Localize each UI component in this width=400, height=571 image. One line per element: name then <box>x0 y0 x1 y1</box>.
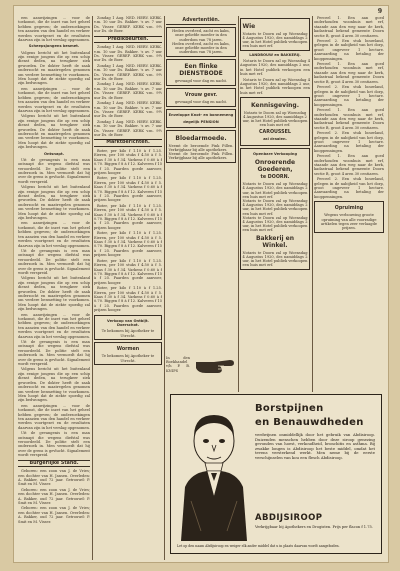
page-number: 9 <box>377 8 382 15</box>
column-rule <box>238 16 239 392</box>
market-text: Boter, per kilo f 1.10 à f 1.25. Eieren, per 100 stuks f 4.50 à f 5. Kaas f 30 à f 34. Varkens f 0.60 à f 0.70. Biggen f 8 à f 12. Kalveren f 15 à f 25. Paarden goede aanvoer, prijzen hooger. <box>94 286 162 313</box>
article-text: Uit de gevangenis is een man ontsnapt die wegens diefstal was veroordeeld. De politie stelt een onderzoek in. Men vermoedt dat hij over de grens is gevlucht. Signalement wordt verspreid. <box>18 340 90 367</box>
article-text: Zondag 1 Aug. NED. HERV. KERK. v.m. 10 uur Ds. Bakker. 's av. 7 uur Ds. Visser. GEREF. KERK v.m. 9½ uur Ds. de Boer. <box>94 16 162 34</box>
church-text: Zondag 1 Aug. NED. HERV. KERK. v.m. 10 uur Ds. Bakker. 's av. 7 uur Ds. Visser. GEREF. KERK v.m. 9½ uur Ds. de Boer. <box>94 119 162 137</box>
who-ad-title: Wie <box>242 22 256 30</box>
article-text: Perceel 2. Een stuk bouwland, gelegen in de nabijheid van het dorp, groot ongeveer 1 hectare. Aanvaarding na betaling der kooppenningen. <box>314 85 384 107</box>
auction-line-2: Onroerende Goederen, <box>254 158 296 173</box>
woman-ad <box>166 88 236 107</box>
announcement-text: Notaris te Doorn zal op Woensdag 4 Augustus 1920, des namiddags 2 uur, in het Hotel publiek verkoopen een huis met erf. <box>242 110 308 128</box>
anemia-body: Neemt de beroemde Pink Pillen. Verkrijgbaar bij alle apothekers. <box>168 152 234 161</box>
abdijsiroop-price: Verkrijgbaar bij Apothekers en Drogisten. Prijs per flacon f 1.75. <box>255 525 373 529</box>
article-text: Perceel 1. Een aan goed onderhouden woonhuis met erf, staande aan den weg naar de kerk, kadastraal bekend gemeente Doorn sectie B, groot 4 aren 30 centiaren. <box>314 154 384 176</box>
column-rule <box>164 16 165 560</box>
civil-registry-heading: Burgerlijke Stand. <box>18 460 90 468</box>
woman-ad-body: gevraagd voor dag en nacht. <box>174 100 228 105</box>
article-text: Perceel 2. Een stuk bouwland, gelegen in de nabijheid van het dorp, groot ongeveer 1 hectare. Aanvaarding na betaling der kooppenningen. <box>314 131 384 153</box>
ad-title: Wormen <box>116 346 140 352</box>
auction-ad <box>240 148 310 270</box>
abdijsiroop-headline-2: en Benauwdheden <box>255 417 364 428</box>
auction-body: Notaris te Doorn zal op Woensdag 4 Augustus 1920, des namiddags 2 uur, in het Hotel publiek verkoopen een huis met erf. <box>242 182 308 199</box>
article-text: Volgens bericht uit het buitenland zijn eenige jongens die op een schip dienst deden, na terugkeer ziek geworden. De dokter heeft de zaak onderzocht en maatregelen genomen om verdere besmetting te voorkomen. Men hoopt dat de ziekte spoedig zal zijn bedwongen. <box>18 185 90 221</box>
farming-text: Notaris te Doorn zal op Woensdag 4 Augustus 1920, des namiddags 2 uur, in het Hotel publiek verkoopen een huis met erf. <box>240 59 310 77</box>
woman-ad-title: Vrouw gevr. <box>184 92 218 98</box>
servant-sub: gevraagd voor dag en nacht. <box>174 79 228 84</box>
auction-body: Notaris te Doorn zal op Woensdag 4 Augustus 1920, des namiddags 2 uur, in het Hotel publiek verkoopen een huis met erf. <box>242 215 308 233</box>
abdijsiroop-ad <box>170 394 382 554</box>
servant-title: Een flinke DIENSTBODE <box>179 63 223 78</box>
article-text: een aanwijzingen ... voor de toekomst, die de inzet van het geheel hebben gegeven; de onderzoekingen ten aanzien van den handel en verkeer werden voortgezet en de resultaten daarvan zijn in het verslag opgenomen. <box>18 16 90 43</box>
market-text: Boter, per kilo f 1.10 à f 1.25. Eieren, per 100 stuks f 4.50 à f 5. Kaas f 30 à f 34. Varkens f 0.60 à f 0.70. Biggen f 8 à f 12. Kalveren f 15 à f 25. Paarden goede aanvoer, prijzen hooger. <box>94 203 162 230</box>
sermons-heading: Predikbeurten. <box>94 36 162 44</box>
civil-registry-text: Geboren: een zoon van J. de Vries; een dochter van H. Jansen. Overleden: A. Bakker, oud 72 jaar. Getrouwd: P. Smit en M. Visser. <box>18 506 90 524</box>
hand-caption: In den Boekhandel v/h P. B. KNIPS <box>166 356 190 373</box>
market-text: Boter, per kilo f 1.10 à f 1.25. Eieren, per 100 stuks f 4.50 à f 5. Kaas f 30 à f 34. Varkens f 0.60 à f 0.70. Biggen f 8 à f 12. Kalveren f 15 à f 25. Paarden goede aanvoer, prijzen hooger. <box>94 258 162 285</box>
article-text: Volgens bericht uit het buitenland zijn eenige jongens die op een schip dienst deden, na terugkeer ziek geworden. De dokter heeft de zaak onderzocht en maatregelen genomen om verdere besmetting te voorkomen. Men hoopt dat de ziekte spoedig zal zijn bedwongen. <box>18 50 90 86</box>
column-5 <box>314 16 384 396</box>
column-3 <box>166 16 236 396</box>
column-rule <box>92 16 93 560</box>
article-text: een aanwijzingen ... voor de toekomst, die de inzet van het geheel hebben gegeven; de onderzoekingen ten aanzien van den handel en verkeer werden voortgezet en de resultaten daarvan zijn in het verslag opgenomen. <box>18 403 90 430</box>
church-text: Zondag 1 Aug. NED. HERV. KERK. v.m. 10 uur Ds. Bakker. 's av. 7 uur Ds. Visser. GEREF. KERK v.m. 9½ uur Ds. de Boer. <box>94 45 162 63</box>
auction-line-3: te DOORN. <box>260 174 290 180</box>
notice-text: Heden overleed, zacht en kalm, onze geliefde moeder in den ouderdom van 78 jaren. <box>172 29 230 42</box>
pension-title: degelijk PENSION <box>183 119 219 124</box>
market-text: Boter, per kilo f 1.10 à f 1.25. Eieren, per 100 stuks f 4.50 à f 5. Kaas f 30 à f 34. Varkens f 0.60 à f 0.70. Biggen f 8 à f 12. Kalveren f 15 à f 25. Paarden goede aanvoer, prijzen hooger. <box>94 176 162 203</box>
clearance-body: Wegens verbouwing groote opruiming van alle voorradige artikelen tegen zeer verlaagde prijzen. <box>321 213 377 230</box>
bakery-body: Notaris te Doorn zal op Woensdag 4 Augustus 1920, des namiddags 2 uur, in het Hotel publiek verkoopen een huis met erf. <box>242 250 308 268</box>
civil-registry-text: Geboren: een zoon van J. de Vries; een dochter van H. Jansen. Overleden: A. Bakker, oud 72 jaar. Getrouwd: P. Smit en M. Visser. <box>18 487 90 506</box>
article-text: Volgens bericht uit het buitenland zijn eenige jongens die op een schip dienst deden, na terugkeer ziek geworden. De dokter heeft de zaak onderzocht en maatregelen genomen om verdere besmetting te voorkomen. Men hoopt dat de ziekte spoedig zal zijn bedwongen. <box>18 367 90 403</box>
farming-heading: LANDBOUW en BAKKERIJ. <box>249 52 301 57</box>
anemia-title: Bloedarmoede. <box>175 134 227 142</box>
article-text: Uit de gevangenis is een man ontsnapt die wegens diefstal was veroordeeld. De politie stelt een onderzoek in. Men vermoedt dat hij over de grens is gevlucht. Signalement wordt verspreid. <box>18 157 90 184</box>
who-ad-body: Notaris te Doorn zal op Woensdag 4 Augustus 1920, des namiddags 2 uur, in het Hotel publiek verkoopen een huis met erf. <box>242 31 308 49</box>
article-text: Uit de gevangenis is een man ontsnapt die wegens diefstal was veroordeeld. De politie stelt een onderzoek in. Men vermoedt dat hij over de grens is gevlucht. Signalement wordt verspreid. <box>18 431 90 458</box>
market-text: Boter, per kilo f 1.10 à f 1.25. Eieren, per 100 stuks f 4.50 à f 5. Kaas f 30 à f 34. Varkens f 0.60 à f 0.70. Biggen f 8 à f 12. Kalveren f 15 à f 25. Paarden goede aanvoer, prijzen hooger. <box>94 148 162 175</box>
newspaper-page <box>14 6 388 562</box>
church-text: Zondag 1 Aug. NED. HERV. KERK. v.m. 10 uur Ds. Bakker. 's av. 7 uur Ds. Visser. GEREF. KERK v.m. 9½ uur Ds. de Boer. <box>94 101 162 119</box>
column-2 <box>94 16 162 560</box>
column-1 <box>18 16 90 560</box>
bakery-title: Bakkerij en Winkel. <box>255 234 294 249</box>
article-text: een aanwijzingen ... voor de toekomst, die de inzet van het geheel hebben gegeven; de onderzoekingen ten aanzien van den handel en verkeer werden voortgezet en de resultaten daarvan zijn in het verslag opgenomen. <box>18 86 90 113</box>
article-text: Perceel 1. Een aan goed onderhouden woonhuis met erf, staande aan den weg naar de kerk, kadastraal bekend gemeente Doorn sectie B, groot 4 aren 30 centiaren. <box>314 16 384 38</box>
envelope-title: Enveloppe Knot- en bonnemeng <box>168 113 234 118</box>
column-4 <box>240 16 310 396</box>
auction-line-1: Openbare Verkooping <box>252 152 298 157</box>
ad-title: Verkoop van Ontbijt. Doerschot. <box>107 319 149 328</box>
civil-registry-text: Geboren: een zoon van J. de Vries; een dochter van H. Jansen. Overleden: A. Bakker, oud 72 jaar. Getrouwd: P. Smit en M. Visser. <box>18 469 90 487</box>
clearance-title: Opruiming <box>334 205 364 211</box>
article-text: Perceel 1. Een aan goed onderhouden woonhuis met erf, staande aan den weg naar de kerk, kadastraal bekend gemeente Doorn sectie B, groot 4 aren 30 centiaren. <box>314 62 384 84</box>
article-heading: Ontsnapt. <box>43 151 65 156</box>
column-rule <box>312 16 313 392</box>
abdijsiroop-brand: ABDIJSIROOP <box>255 513 323 523</box>
article-text: Uit de gevangenis is een man ontsnapt die wegens diefstal was veroordeeld. De politie stelt een onderzoek in. Men vermoedt dat hij over de grens is gevlucht. Signalement wordt verspreid. <box>18 248 90 275</box>
ad-body: Te bekomen bij Apotheker te Utrecht. <box>101 354 155 363</box>
anemia-body: Neemt de beroemde Pink Pillen. Verkrijgbaar bij alle apothekers. <box>168 143 234 152</box>
envelope-ad <box>166 109 236 128</box>
carousel-sub: zal draaien. <box>263 137 287 142</box>
ad-body: Te bekomen bij Apotheker te Utrecht. <box>101 329 155 338</box>
farming-text: Notaris te Doorn zal op Woensdag 4 Augustus 1920, des namiddags 2 uur, in het Hotel publiek verkoopen een huis met erf. <box>240 77 310 95</box>
article-text: Volgens bericht uit het buitenland zijn eenige jongens die op een schip dienst deden, na terugkeer ziek geworden. De dokter heeft de zaak onderzocht en maatregelen genomen om verdere besmetting te voorkomen. Men hoopt dat de ziekte spoedig zal zijn bedwongen. <box>18 276 90 312</box>
announcement-title: Kennisgeving. <box>251 101 299 109</box>
abdijsiroop-footer: Let op den naam Abdijsiroop en weiger elk ander middel dat u in plaats daarvan wordt aangeboden. <box>177 544 340 548</box>
anemia-ad <box>166 130 236 163</box>
clearance-ad <box>314 201 384 232</box>
auction-body: Notaris te Doorn zal op Woensdag 4 Augustus 1920, des namiddags 2 uur, in het Hotel publiek verkoopen een huis met erf. <box>242 198 308 216</box>
market-text: Boter, per kilo f 1.10 à f 1.25. Eieren, per 100 stuks f 4.50 à f 5. Kaas f 30 à f 34. Varkens f 0.60 à f 0.70. Biggen f 8 à f 12. Kalveren f 15 à f 25. Paarden goede aanvoer, prijzen hooger. <box>94 231 162 258</box>
article-text: Perceel 2. Een stuk bouwland, gelegen in de nabijheid van het dorp, groot ongeveer 1 hectare. Aanvaarding na betaling der kooppenningen. <box>314 39 384 61</box>
church-text: Zondag 1 Aug. NED. HERV. KERK. v.m. 10 uur Ds. Bakker. 's av. 7 uur Ds. Visser. GEREF. KERK v.m. 9½ uur Ds. de Boer. <box>94 82 162 100</box>
advertisements-heading: Advertentiën. <box>166 18 236 25</box>
market-heading: Marktberichten. <box>94 139 162 147</box>
announcement-box <box>240 97 310 146</box>
article-text: Perceel 2. Een stuk bouwland, gelegen in de nabijheid van het dorp, groot ongeveer 1 hectare. Aanvaarding na betaling der kooppenningen. <box>314 177 384 199</box>
ad-box <box>94 342 162 365</box>
servant-ad <box>166 59 236 86</box>
article-text: een aanwijzingen ... voor de toekomst, die de inzet van het geheel hebben gegeven; de onderzoekingen ten aanzien van den handel en verkeer werden voortgezet en de resultaten daarvan zijn in het verslag opgenomen. <box>18 312 90 339</box>
article-heading: Scheepsjongens besmet. <box>28 44 80 49</box>
abdijsiroop-body: verdwijnen onmiddellijk door het gebruik van Abdisiroop. Duizenden menschen hebben door deze siroop genezing gevonden van hoest, verkoudheid, bronchitis en asthma. Bij zwakke longen is Abdisiroop het beste middel, omdat het tevens versterkend werkt. Men neme bij de eerste verschijnselen van kou een flesch Abdisiroop. <box>255 432 375 460</box>
who-ad <box>240 18 310 51</box>
ad-box <box>94 315 162 341</box>
article-text: een aanwijzingen ... voor de toekomst, die de inzet van het geheel hebben gegeven; de onderzoekingen ten aanzien van den handel en verkeer werden voortgezet en de resultaten daarvan zijn in het verslag opgenomen. <box>18 221 90 248</box>
notice-text: Heden overleed, zacht en kalm, onze geliefde moeder in den ouderdom van 78 jaren. <box>172 41 230 55</box>
article-text: Volgens bericht uit het buitenland zijn eenige jongens die op een schip dienst deden, na terugkeer ziek geworden. De dokter heeft de zaak onderzocht en maatregelen genomen om verdere besmetting te voorkomen. Men hoopt dat de ziekte spoedig zal zijn bedwongen. <box>18 114 90 150</box>
abdijsiroop-headline-1: Borstpijnen <box>255 403 324 414</box>
church-text: Zondag 1 Aug. NED. HERV. KERK. v.m. 10 uur Ds. Bakker. 's av. 7 uur Ds. Visser. GEREF. KERK v.m. 9½ uur Ds. de Boer. <box>94 63 162 82</box>
carousel-title: CAROUSSEL <box>259 129 291 135</box>
article-text: Perceel 1. Een aan goed onderhouden woonhuis met erf, staande aan den weg naar de kerk, kadastraal bekend gemeente Doorn sectie B, groot 4 aren 30 centiaren. <box>314 108 384 130</box>
death-notice <box>166 27 236 57</box>
boy-portrait-illustration <box>177 401 251 541</box>
pointing-hand-icon <box>194 354 236 376</box>
